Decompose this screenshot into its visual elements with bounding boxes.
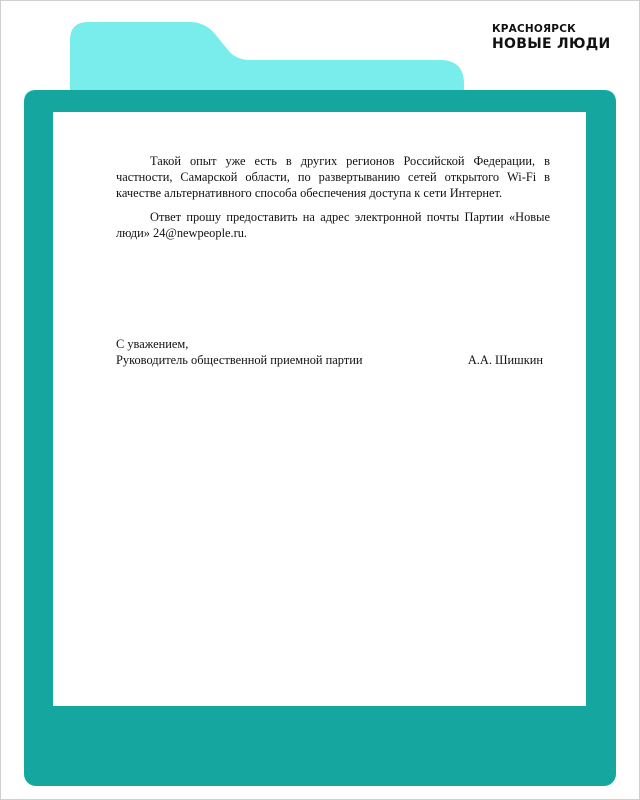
signature-block [116, 336, 550, 368]
letter-body [116, 153, 550, 249]
letter-paragraph: Такой опыт уже есть в других регионов Российской Федерации, в частности, Самарской области, по развертыванию сетей открытого Wi-Fi в качестве альтернативного способа обеспечения доступа к сети Интернет. [116, 154, 550, 200]
logo-party-name: НОВЫЕ ЛЮДИ [492, 35, 611, 52]
signature-position: Руководитель общественной приемной партии [116, 353, 363, 367]
signature-name: А.А. Шишкин [467, 353, 543, 367]
signature-row [116, 352, 550, 368]
logo-city: КРАСНОЯРСК [492, 23, 576, 35]
signature-closing: С уважением, [116, 337, 189, 351]
letter-paragraph: Ответ прошу предоставить на адрес электронной почты Партии «Новые люди» 24@newpeople.ru. [116, 210, 550, 240]
party-logo [492, 24, 622, 51]
